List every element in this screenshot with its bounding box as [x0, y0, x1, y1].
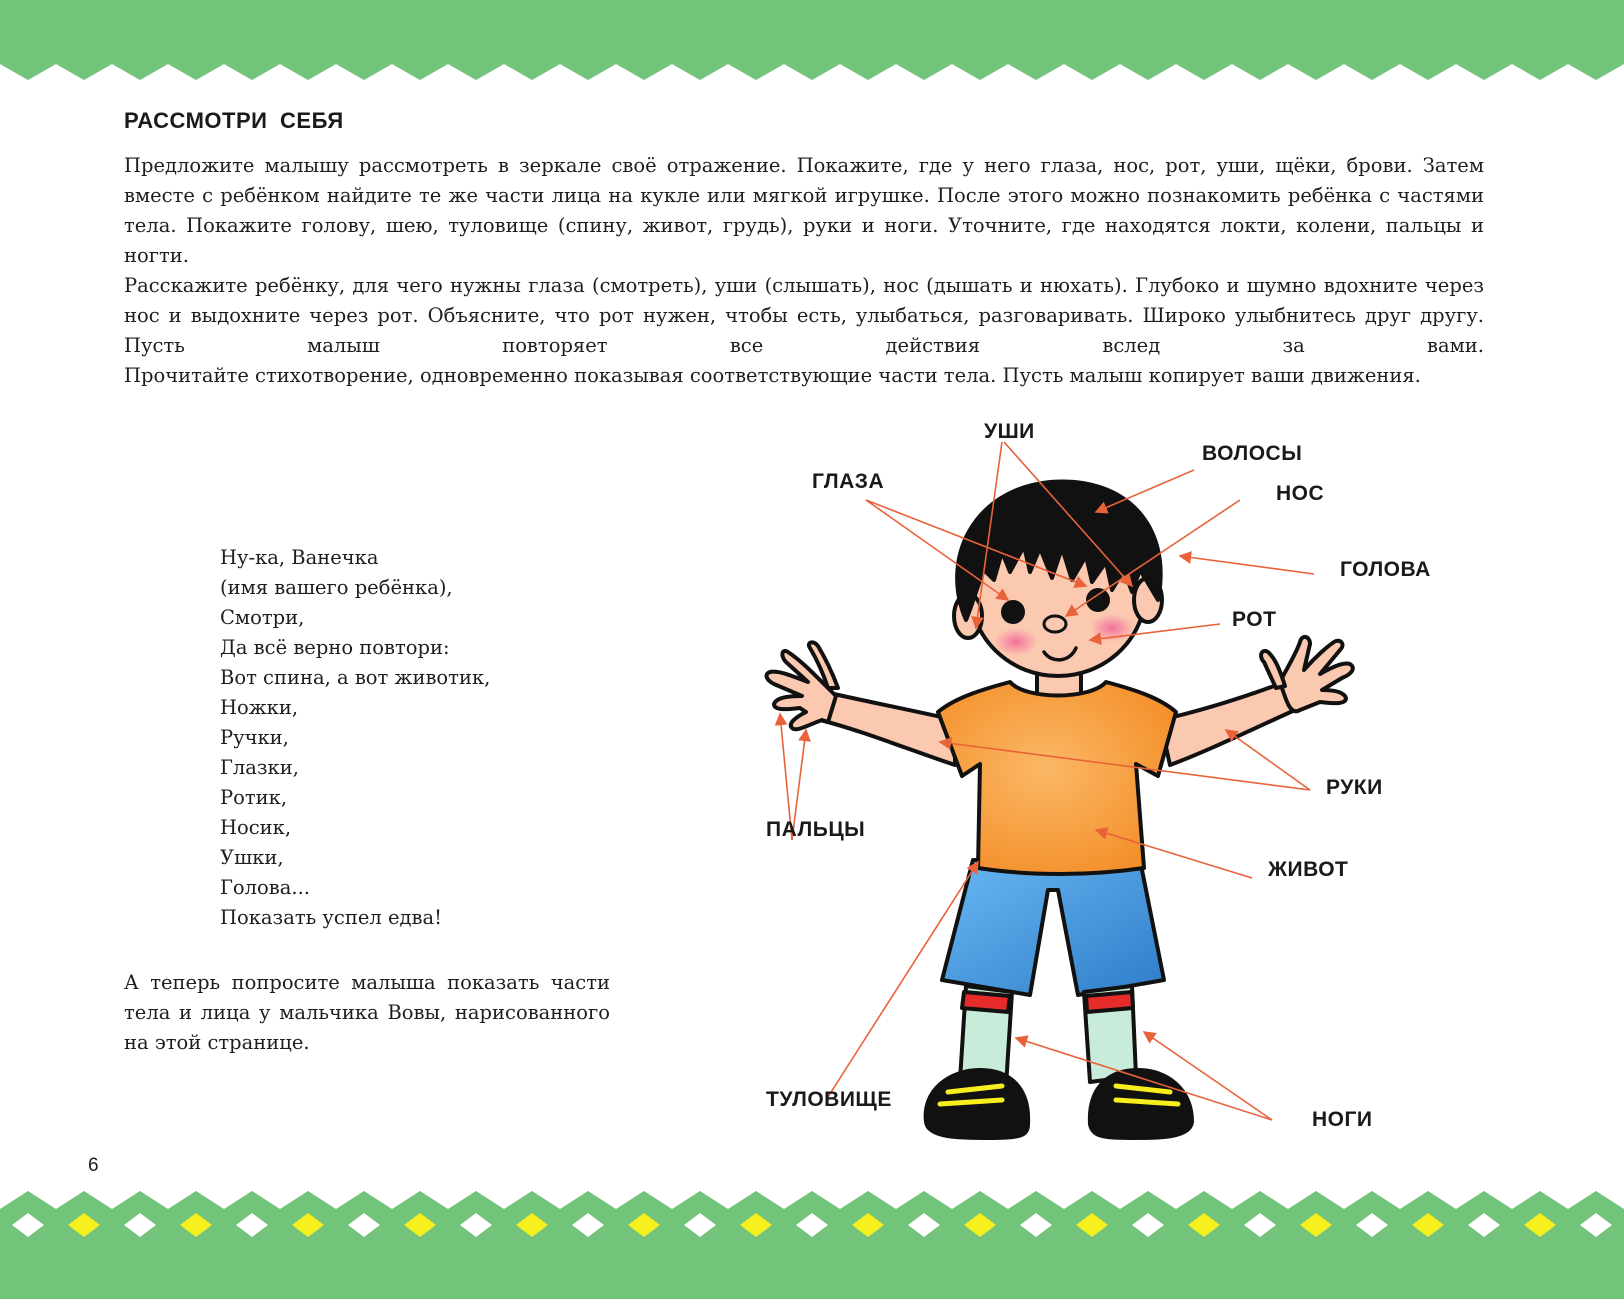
label-belly: ЖИВОТ: [1268, 858, 1349, 881]
left-arm: [820, 692, 955, 765]
label-nose: НОС: [1276, 482, 1325, 505]
intro-paragraph: Предложите малышу рассмотреть в зеркале своё отражение. Покажите, где у него глаза, нос, рот, уши, щёки, брови. Затем вместе с ребёнком найдите те же части лица на кукле или мягкой игрушке. После этого можно познакомить ребёнка с частями тела. Покажите голову, шею, туловище (спину, живот, грудь), руки и ноги. Уточните, где находятся локти, колени, пальцы и ногти.: [124, 154, 1484, 267]
shorts: [942, 860, 1164, 995]
page-title: РАССМОТРИ СЕБЯ: [124, 108, 344, 133]
label-mouth: РОТ: [1232, 608, 1277, 631]
label-torso: ТУЛОВИЩЕ: [766, 1088, 892, 1111]
poem-line: Ушки,: [220, 846, 284, 869]
label-fingers: ПАЛЬЦЫ: [766, 818, 866, 841]
right-hand: [1280, 637, 1353, 711]
label-legs: НОГИ: [1312, 1108, 1373, 1131]
outro-paragraph: А теперь попросите малыша показать части тела и лица у мальчика Вовы, нарисованного на этой странице.: [124, 971, 610, 1054]
nose: [1044, 616, 1066, 632]
boy-body-parts-illustration: [740, 420, 1480, 1200]
poem-line: Голова...: [220, 876, 310, 899]
poem-line: Да всё верно повтори:: [220, 636, 450, 659]
poem-line: (имя вашего ребёнка),: [220, 576, 453, 599]
top-zigzag-border: [0, 0, 1624, 90]
intro-text: [124, 151, 1484, 391]
intro-paragraph: Расскажите ребёнку, для чего нужны глаза (смотреть), уши (слышать), нос (дышать и нюхать). Глубоко и шумно вдохните через нос и выдохните через рот. Объясните, что рот нужен, чтобы есть, улыбаться, разговаривать. Широко улыбнитесь друг другу. Пусть малыш повторяет все действия вслед за вами.: [124, 274, 1484, 357]
label-eyes: ГЛАЗА: [812, 470, 885, 493]
boy-drawing: [740, 420, 1480, 1200]
left-eye: [1001, 600, 1025, 624]
poem-line: Ну-ка, Ванечка: [220, 546, 379, 569]
page-number: 6: [88, 1155, 99, 1176]
label-hair: ВОЛОСЫ: [1202, 442, 1303, 465]
poem-line: Ручки,: [220, 726, 289, 749]
label-arms: РУКИ: [1326, 776, 1383, 799]
poem-line: Показать успел едва!: [220, 906, 442, 929]
shirt: [938, 682, 1176, 874]
label-ears: УШИ: [984, 420, 1035, 443]
poem-line: Ротик,: [220, 786, 288, 809]
poem-line: Ножки,: [220, 696, 299, 719]
outro-text: [124, 968, 610, 1058]
poem-line: Носик,: [220, 816, 292, 839]
label-head: ГОЛОВА: [1340, 558, 1431, 581]
bottom-zigzag-border: [0, 1185, 1624, 1299]
poem-line: Вот спина, а вот животик,: [220, 666, 491, 689]
poem-line: Смотри,: [220, 606, 305, 629]
intro-paragraph: Прочитайте стихотворение, одновременно показывая соответствующие части тела. Пусть малыш копирует ваши движения.: [124, 364, 1421, 387]
poem: [220, 543, 490, 933]
right-arm: [1160, 682, 1295, 765]
poem-line: Глазки,: [220, 756, 299, 779]
